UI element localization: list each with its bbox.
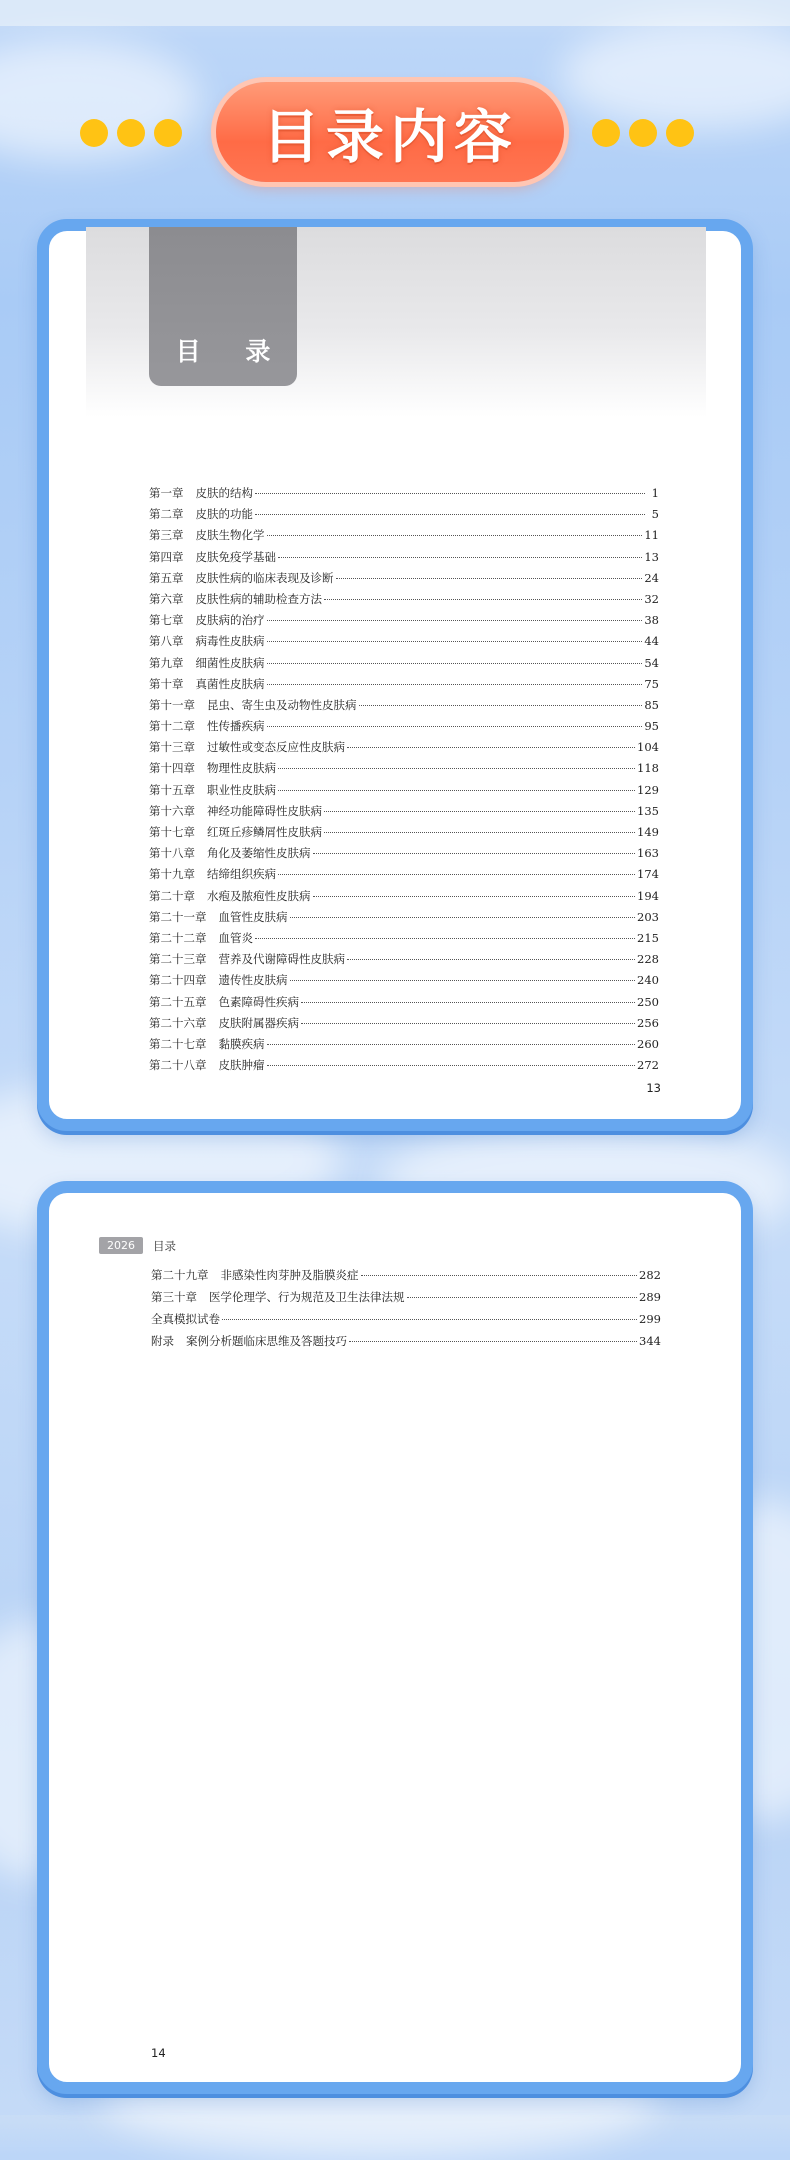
dot-leader <box>324 599 642 600</box>
dot-leader <box>407 1297 638 1298</box>
toc-entry-title: 物理性皮肤病 <box>207 761 276 776</box>
toc-entry <box>149 697 659 718</box>
dot-leader <box>267 620 643 621</box>
toc-list <box>149 485 659 1078</box>
toc-entry-title: 神经功能障碍性皮肤病 <box>207 803 322 818</box>
toc-entry <box>149 909 659 930</box>
toc-entry-page: 5 <box>651 507 659 522</box>
toc-entry-page: 54 <box>644 655 659 670</box>
dot-leader <box>313 896 636 897</box>
dot-leader <box>278 790 635 791</box>
dot-leader <box>290 980 636 981</box>
cloud <box>560 20 790 130</box>
toc-entry-page: 149 <box>637 825 659 839</box>
toc-entry-page: 44 <box>644 634 659 649</box>
dot-leader <box>278 557 642 558</box>
toc-entry <box>149 527 659 548</box>
toc-entry-page: 24 <box>644 570 659 585</box>
toc-entry-page: 11 <box>644 528 659 543</box>
toc-entry-title: 血管性皮肤病 <box>218 909 288 924</box>
toc-entry-page: 118 <box>637 761 659 776</box>
toc-entry-label: 第二十四章 <box>149 973 207 988</box>
toc-entry-title: 病毒性皮肤病 <box>195 634 265 649</box>
toc-entry-page: 282 <box>639 1268 661 1282</box>
toc-entry-label: 第十七章 <box>149 825 195 839</box>
toc-entry-page: 163 <box>637 846 659 861</box>
toc-entry <box>149 972 659 993</box>
dot-leader <box>347 747 635 748</box>
toc-entry-title: 皮肤的功能 <box>195 507 253 522</box>
toc-entry-label: 第十一章 <box>149 697 195 712</box>
dot-leader <box>336 578 643 579</box>
dot-leader <box>255 493 645 494</box>
dot-leader <box>324 811 635 812</box>
toc-entry <box>149 655 659 676</box>
toc-entry-title: 细菌性皮肤病 <box>195 655 265 670</box>
toc-entry-page: 95 <box>644 719 659 734</box>
toc-entry <box>149 506 659 527</box>
toc-entry <box>149 549 659 570</box>
toc-entry <box>149 718 659 739</box>
toc-entry-page: 85 <box>644 697 659 712</box>
dot-leader <box>301 1002 635 1003</box>
dot-leader <box>222 1319 637 1320</box>
toc-entry-page: 272 <box>637 1058 659 1073</box>
toc-entry <box>151 1267 661 1289</box>
toc-entry-title: 皮肤性病的临床表现及诊断 <box>195 570 334 585</box>
toc-entry-title: 水疱及脓疱性皮肤病 <box>207 888 311 903</box>
toc-entry-label: 第二十二章 <box>149 930 207 945</box>
toc-entry-title: 皮肤病的治疗 <box>195 613 265 628</box>
dot-leader <box>347 959 635 960</box>
toc-entry-title: 营养及代谢障碍性皮肤病 <box>218 952 345 967</box>
dot-leader <box>301 1023 635 1024</box>
toc-entry <box>149 591 659 612</box>
toc-entry-label: 第六章 <box>149 591 184 606</box>
toc-entry-label: 第十章 <box>149 676 184 691</box>
toc-tab-title: 目 录 <box>175 337 289 366</box>
toc-entry-label: 第二十七章 <box>149 1036 207 1051</box>
toc-entry-title: 皮肤附属器疾病 <box>218 1015 299 1030</box>
decor-dot <box>117 119 145 147</box>
toc-entry-label: 第十九章 <box>149 867 195 882</box>
toc-entry-title: 非感染性肉芽肿及脂膜炎症 <box>220 1268 359 1282</box>
toc-entry-label: 第十三章 <box>149 740 195 755</box>
toc-entry-page: 1 <box>651 486 659 500</box>
dot-leader <box>359 705 643 706</box>
toc-entry <box>151 1311 661 1333</box>
toc-page-card-2 <box>37 1181 753 2094</box>
toc-entry-page: 289 <box>639 1290 661 1304</box>
toc-entry-page: 129 <box>637 782 659 797</box>
toc-entry <box>149 739 659 760</box>
toc-entry-title: 职业性皮肤病 <box>207 782 276 797</box>
toc-entry-label: 第十二章 <box>149 719 195 734</box>
toc-entry-page: 240 <box>637 973 659 988</box>
toc-entry-page: 228 <box>637 952 659 967</box>
toc-entry-label: 第二十六章 <box>149 1015 207 1030</box>
decor-dot <box>80 119 108 147</box>
toc-entry <box>149 676 659 697</box>
toc-entry-label: 第三章 <box>149 528 184 543</box>
toc-entry-title: 性传播疾病 <box>207 719 265 734</box>
toc-entry-label: 第一章 <box>149 486 184 500</box>
dot-leader <box>267 726 643 727</box>
toc-entry-page: 344 <box>639 1334 661 1348</box>
toc-entry-page: 104 <box>637 740 659 755</box>
toc-page-card-1 <box>37 219 753 1131</box>
toc-entry-title: 医学伦理学、行为规范及卫生法律法规 <box>209 1290 405 1304</box>
toc-entry-page: 32 <box>644 591 659 606</box>
dot-leader <box>290 917 636 918</box>
toc-entry-page: 256 <box>637 1015 659 1030</box>
toc-entry <box>149 845 659 866</box>
toc-entry <box>149 782 659 803</box>
toc-entry <box>149 994 659 1015</box>
dot-leader <box>255 514 645 515</box>
toc-entry <box>149 803 659 824</box>
dot-leader <box>313 853 636 854</box>
toc-entry <box>149 570 659 591</box>
toc-entry-label: 第二十八章 <box>149 1058 207 1073</box>
toc-entry <box>149 866 659 887</box>
dot-leader <box>267 663 643 664</box>
toc-entry-title: 皮肤性病的辅助检查方法 <box>195 591 322 606</box>
title-banner <box>216 82 564 182</box>
page-number: 14 <box>151 2046 166 2060</box>
toc-entry-page: 215 <box>637 930 659 945</box>
dot-leader <box>324 832 635 833</box>
toc-entry-title: 遗传性皮肤病 <box>218 973 288 988</box>
toc-entry-label: 第二十五章 <box>149 994 207 1009</box>
dot-leader <box>349 1341 637 1342</box>
toc-entry <box>151 1289 661 1311</box>
dot-leader <box>267 1044 636 1045</box>
toc-entry-label: 第五章 <box>149 570 184 585</box>
toc-entry-page: 135 <box>637 803 659 818</box>
toc-entry-page: 38 <box>644 613 659 628</box>
toc-entry <box>149 1057 659 1078</box>
toc-entry-label: 第四章 <box>149 549 184 564</box>
toc-entry <box>149 888 659 909</box>
toc-entry-title: 案例分析题临床思维及答题技巧 <box>186 1334 347 1348</box>
page-number: 13 <box>646 1081 661 1095</box>
toc-entry-title: 血管炎 <box>218 930 253 945</box>
toc-entry-page: 260 <box>637 1036 659 1051</box>
toc-entry-page: 250 <box>637 994 659 1009</box>
toc-entry-title: 色素障碍性疾病 <box>218 994 299 1009</box>
toc-entry-title: 过敏性或变态反应性皮肤病 <box>207 740 345 755</box>
toc-entry-label: 全真模拟试卷 <box>151 1312 220 1326</box>
page-title: 目录内容 <box>261 103 518 171</box>
toc-entry-label: 第三十章 <box>151 1290 197 1304</box>
dot-leader <box>267 684 643 685</box>
toc-entry <box>149 824 659 845</box>
toc-entry-label: 第八章 <box>149 634 184 649</box>
toc-entry <box>149 951 659 972</box>
toc-entry-page: 13 <box>644 549 659 564</box>
toc-entry-title: 皮肤的结构 <box>195 486 253 500</box>
toc-entry <box>149 612 659 633</box>
toc-entry-title: 黏膜疾病 <box>218 1036 265 1051</box>
toc-entry-title: 皮肤肿瘤 <box>218 1058 265 1073</box>
running-title: 目录 <box>153 1238 176 1253</box>
toc-entry <box>149 1015 659 1036</box>
dot-leader <box>278 768 635 769</box>
toc-entry-page: 203 <box>637 909 659 924</box>
decor-dot <box>154 119 182 147</box>
toc-entry <box>149 485 659 506</box>
dot-leader <box>267 535 643 536</box>
toc-entry <box>151 1333 661 1355</box>
toc-entry-label: 第十五章 <box>149 782 195 797</box>
toc-entry-title: 结缔组织疾病 <box>207 867 276 882</box>
toc-entry-title: 红斑丘疹鳞屑性皮肤病 <box>207 825 322 839</box>
toc-entry-title: 真菌性皮肤病 <box>195 676 265 691</box>
decor-dot <box>592 119 620 147</box>
dot-leader <box>267 641 643 642</box>
toc-entry-label: 第十四章 <box>149 761 195 776</box>
toc-entry-label: 第十六章 <box>149 803 195 818</box>
toc-entry <box>149 760 659 781</box>
toc-entry-page: 299 <box>639 1312 661 1326</box>
toc-entry <box>149 1036 659 1057</box>
running-header <box>99 1237 176 1254</box>
dot-leader <box>278 874 635 875</box>
toc-entry-label: 第二十一章 <box>149 909 207 924</box>
toc-entry-label: 第二章 <box>149 507 184 522</box>
toc-entry-label: 第七章 <box>149 613 184 628</box>
toc-entry <box>149 633 659 654</box>
toc-entry-label: 附录 <box>151 1334 174 1348</box>
decor-dot <box>629 119 657 147</box>
toc-tab <box>149 227 297 386</box>
toc-entry-page: 194 <box>637 888 659 903</box>
toc-entry-title: 皮肤生物化学 <box>195 528 265 543</box>
dot-leader <box>267 1065 636 1066</box>
dot-leader <box>361 1275 638 1276</box>
toc-entry-page: 174 <box>637 867 659 882</box>
decor-dot <box>666 119 694 147</box>
toc-entry-title: 角化及萎缩性皮肤病 <box>207 846 311 861</box>
toc-entry-label: 第二十三章 <box>149 952 207 967</box>
year-badge: 2026 <box>99 1237 143 1254</box>
toc-entry-label: 第九章 <box>149 655 184 670</box>
toc-list <box>151 1267 661 1355</box>
toc-entry-page: 75 <box>644 676 659 691</box>
toc-entry-title: 昆虫、寄生虫及动物性皮肤病 <box>207 697 357 712</box>
toc-entry-label: 第二十九章 <box>151 1268 209 1282</box>
dot-leader <box>255 938 635 939</box>
toc-entry <box>149 930 659 951</box>
toc-entry-label: 第二十章 <box>149 888 195 903</box>
toc-entry-label: 第十八章 <box>149 846 195 861</box>
toc-entry-title: 皮肤免疫学基础 <box>195 549 276 564</box>
